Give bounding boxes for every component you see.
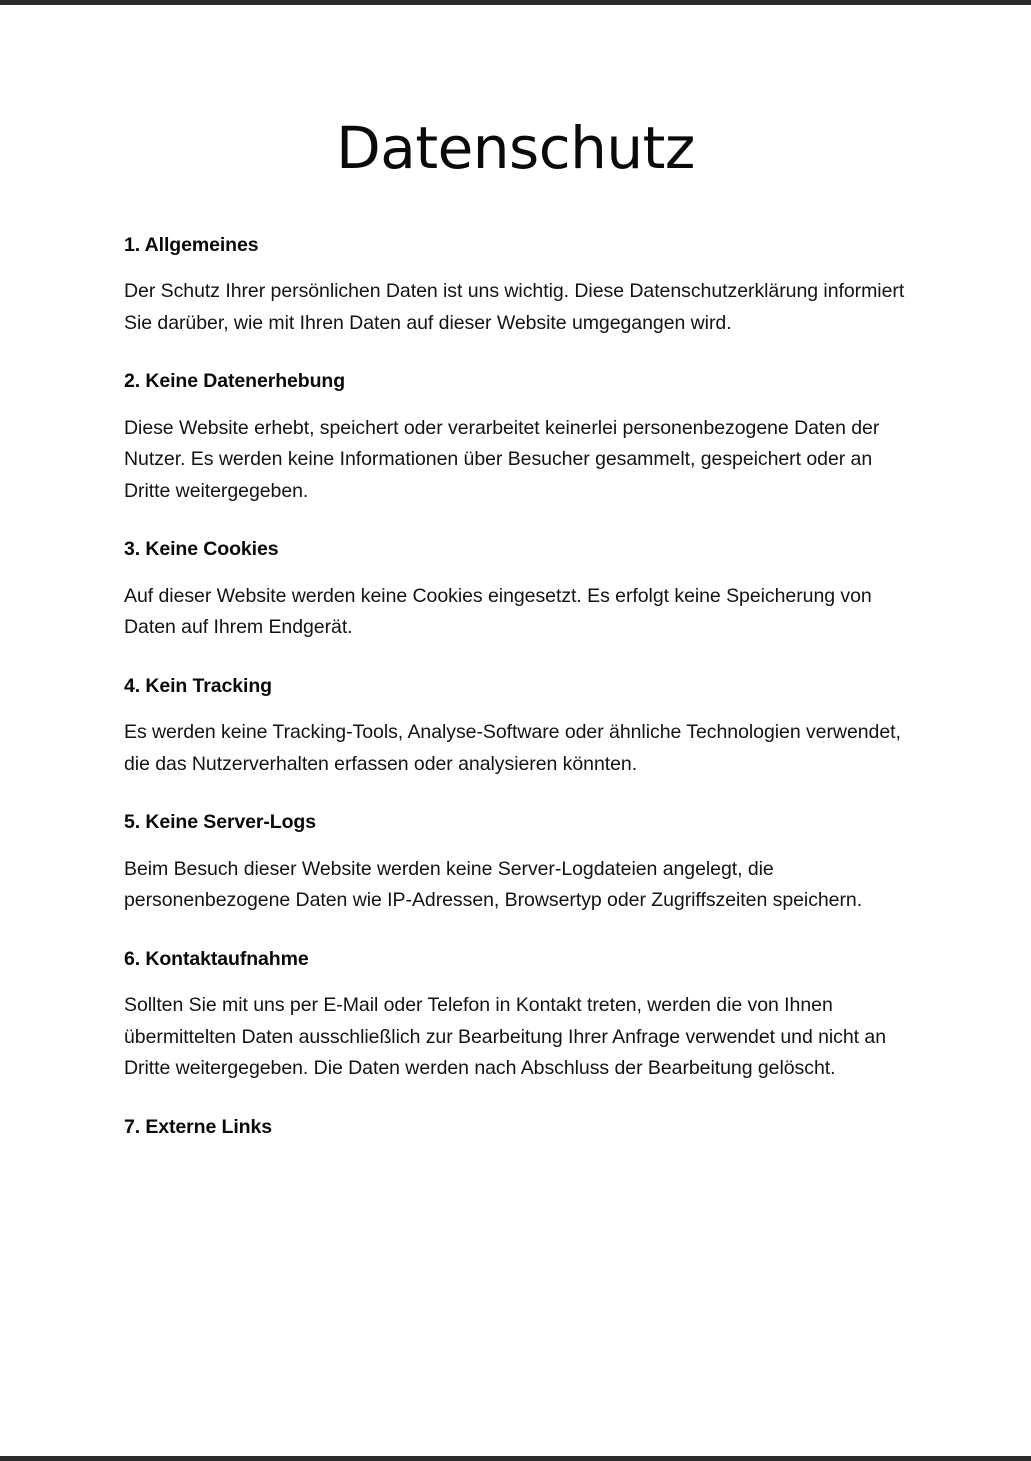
section-heading: 3. Keine Cookies xyxy=(124,538,279,561)
section-keine-datenerhebung xyxy=(124,369,907,507)
section-paragraph: Der Schutz Ihrer persönlichen Daten ist uns wichtig. Diese Datenschutzerklärung informiert Sie darüber, wie mit Ihren Daten auf dieser Website umgegangen wird. xyxy=(124,280,905,334)
page-bottom-border xyxy=(0,1456,1031,1461)
section-heading: 6. Kontaktaufnahme xyxy=(124,947,309,970)
section-heading: 7. Externe Links xyxy=(124,1115,272,1138)
section-keine-cookies xyxy=(124,537,907,644)
document-page xyxy=(0,5,1031,1456)
page-title: Datenschutz xyxy=(336,114,695,182)
section-paragraph: Diese Website erhebt, speichert oder verarbeitet keinerlei personenbezogene Daten der Nutzer. Es werden keine Informationen über Besucher gesammelt, gespeichert oder an Dritte weitergegeben. xyxy=(124,416,880,502)
section-kein-tracking xyxy=(124,674,907,781)
section-paragraph: Auf dieser Website werden keine Cookies eingesetzt. Es erfolgt keine Speicherung von Daten auf Ihrem Endgerät. xyxy=(124,584,872,639)
section-paragraph: Sollten Sie mit uns per E-Mail oder Telefon in Kontakt treten, werden die von Ihnen übermittelten Daten ausschließlich zur Bearbeitung Ihrer Anfrage verwendet und nicht an Dritte weitergegeben. Die Daten werden nach Abschluss der Bearbeitung gelöscht. xyxy=(124,994,887,1080)
document-body xyxy=(124,233,907,1141)
section-paragraph: Es werden keine Tracking-Tools, Analyse-Software oder ähnliche Technologien verwendet, die das Nutzerverhalten erfassen oder analysieren könnten. xyxy=(124,721,901,775)
section-kontaktaufnahme xyxy=(124,947,907,1085)
section-heading: 2. Keine Datenerhebung xyxy=(124,370,346,393)
section-heading: 4. Kein Tracking xyxy=(124,674,272,697)
section-paragraph: Beim Besuch dieser Website werden keine Server-Logdateien angelegt, die personenbezogene Daten wie IP-Adressen, Browsertyp oder Zugriffszeiten speichern. xyxy=(124,857,863,912)
section-heading: 5. Keine Server-Logs xyxy=(124,811,316,834)
section-keine-server-logs xyxy=(124,810,907,917)
section-allgemeines xyxy=(124,233,907,340)
section-externe-links xyxy=(124,1115,907,1140)
section-heading: 1. Allgemeines xyxy=(124,233,259,256)
